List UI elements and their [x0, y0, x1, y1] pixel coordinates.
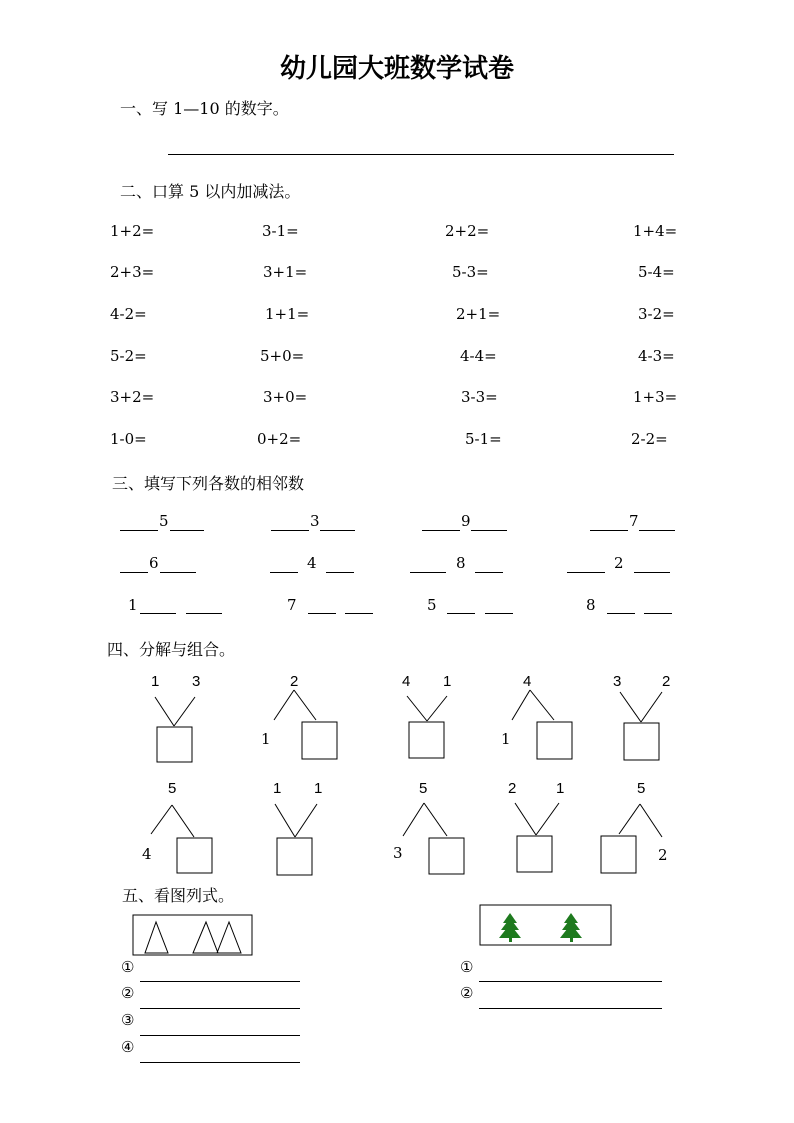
- answer-line[interactable]: [140, 1008, 300, 1009]
- blank-before[interactable]: [120, 572, 148, 573]
- marker-4: ④: [121, 1038, 135, 1056]
- marker-1: ①: [121, 958, 135, 976]
- marker-2: ②: [121, 984, 135, 1002]
- top-number: 4: [523, 673, 532, 690]
- blank-2[interactable]: [186, 613, 222, 614]
- top-number: 3: [613, 673, 622, 690]
- equation: 3-3=: [461, 388, 498, 406]
- marker-2: ②: [460, 984, 474, 1002]
- top-number: 2: [662, 673, 671, 690]
- blank-after[interactable]: [639, 530, 675, 531]
- given-number: 5: [427, 596, 437, 614]
- blank-after[interactable]: [170, 530, 204, 531]
- equation: 2-2=: [631, 430, 668, 448]
- equation: 2+2=: [445, 222, 490, 240]
- given-number: 3: [310, 512, 320, 530]
- section-5-heading: 五、看图列式。: [122, 886, 235, 905]
- equation: 5-1=: [465, 430, 502, 448]
- marker-1: ①: [460, 958, 474, 976]
- part-number: 4: [142, 845, 152, 863]
- equation: 1+1=: [265, 305, 310, 323]
- equation: 1+3=: [633, 388, 678, 406]
- part-number: 1: [261, 730, 271, 748]
- part-number: 3: [393, 844, 403, 862]
- given-number: 4: [307, 554, 317, 572]
- equation: 5-3=: [452, 263, 489, 281]
- blank-before[interactable]: [271, 530, 309, 531]
- equation: 2+1=: [456, 305, 501, 323]
- given-number: 6: [149, 554, 159, 572]
- marker-3: ③: [121, 1011, 135, 1029]
- blank-before[interactable]: [410, 572, 446, 573]
- top-number: 2: [290, 673, 299, 690]
- top-number: 3: [192, 673, 201, 690]
- given-number: 8: [586, 596, 596, 614]
- answer-line[interactable]: [140, 1035, 300, 1036]
- section-1-heading: 一、写 1—10 的数字。: [120, 99, 289, 118]
- blank-2[interactable]: [644, 613, 672, 614]
- answer-line[interactable]: [479, 981, 662, 982]
- blank-after[interactable]: [634, 572, 670, 573]
- top-number: 5: [419, 780, 428, 797]
- blank-after[interactable]: [160, 572, 196, 573]
- given-number: 8: [456, 554, 466, 572]
- blank-before[interactable]: [422, 530, 460, 531]
- section-2-heading: 二、口算 5 以内加减法。: [120, 182, 301, 201]
- top-number: 2: [508, 780, 517, 797]
- equation: 0+2=: [257, 430, 302, 448]
- blank-before[interactable]: [120, 530, 158, 531]
- blank-1[interactable]: [447, 613, 475, 614]
- given-number: 1: [128, 596, 138, 614]
- blank-before[interactable]: [567, 572, 605, 573]
- equation: 4-3=: [638, 347, 675, 365]
- equation: 3-1=: [262, 222, 299, 240]
- blank-after[interactable]: [326, 572, 354, 573]
- equation: 1+4=: [633, 222, 678, 240]
- top-number: 5: [168, 780, 177, 797]
- given-number: 5: [159, 512, 169, 530]
- top-number: 1: [273, 780, 282, 797]
- equation: 4-4=: [460, 347, 497, 365]
- blank-after[interactable]: [475, 572, 503, 573]
- answer-line[interactable]: [479, 1008, 662, 1009]
- blank-2[interactable]: [485, 613, 513, 614]
- top-number: 5: [637, 780, 646, 797]
- answer-line[interactable]: [168, 154, 674, 155]
- equation: 3+1=: [263, 263, 308, 281]
- equation: 5-4=: [638, 263, 675, 281]
- equation: 5-2=: [110, 347, 147, 365]
- part-number: 2: [658, 846, 668, 864]
- blank-before[interactable]: [590, 530, 628, 531]
- section-3-heading: 三、填写下列各数的相邻数: [112, 474, 305, 493]
- given-number: 7: [629, 512, 639, 530]
- blank-1[interactable]: [607, 613, 635, 614]
- blank-1[interactable]: [140, 613, 176, 614]
- top-number: 1: [151, 673, 160, 690]
- top-number: 1: [556, 780, 565, 797]
- equation: 3+2=: [110, 388, 155, 406]
- equation: 1+2=: [110, 222, 155, 240]
- equation: 3+0=: [263, 388, 308, 406]
- equation: 1-0=: [110, 430, 147, 448]
- answer-line[interactable]: [140, 1062, 300, 1063]
- blank-2[interactable]: [345, 613, 373, 614]
- equation: 4-2=: [110, 305, 147, 323]
- given-number: 9: [461, 512, 471, 530]
- page-title: 幼儿园大班数学试卷: [279, 54, 514, 84]
- top-number: 1: [443, 673, 452, 690]
- equation: 5+0=: [260, 347, 305, 365]
- blank-before[interactable]: [270, 572, 298, 573]
- given-number: 2: [614, 554, 624, 572]
- blank-1[interactable]: [308, 613, 336, 614]
- blank-after[interactable]: [471, 530, 507, 531]
- equation: 2+3=: [110, 263, 155, 281]
- answer-line[interactable]: [140, 981, 300, 982]
- top-number: 4: [402, 673, 411, 690]
- given-number: 7: [287, 596, 297, 614]
- section-4-heading: 四、分解与组合。: [107, 640, 236, 659]
- part-number: 1: [501, 730, 511, 748]
- blank-after[interactable]: [320, 530, 355, 531]
- equation: 3-2=: [638, 305, 675, 323]
- top-number: 1: [314, 780, 323, 797]
